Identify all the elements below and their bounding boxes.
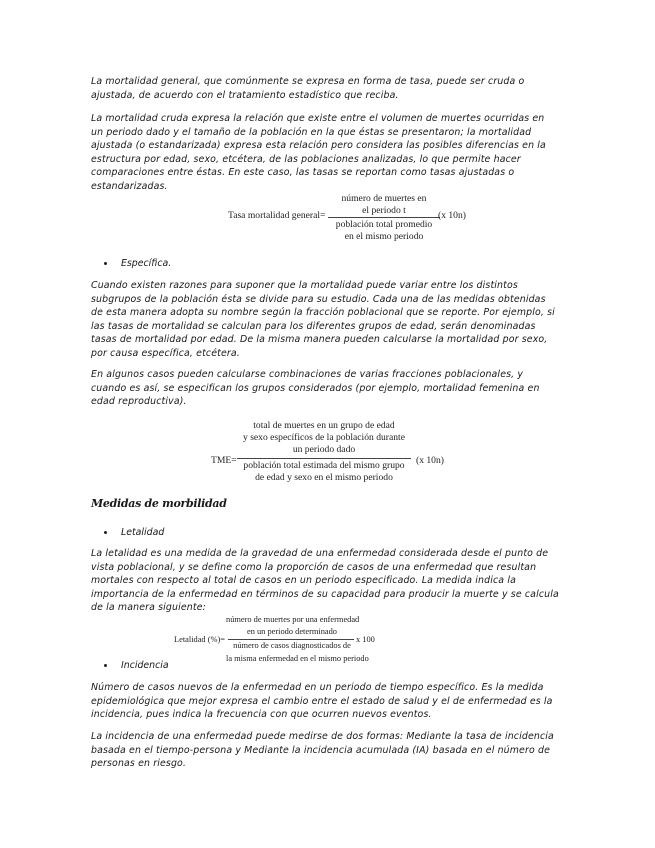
formula-denominator-line: de edad y sexo en el mismo periodo [255, 472, 393, 483]
bullet-label: Incidencia [121, 660, 169, 671]
formula-label: TME= [211, 455, 237, 466]
paragraph-incidencia-definicion: Número de casos nuevos de la enfermedad en un periodo de tiempo específico. Es la medida epidemiológica que mejor expresa el cambio entre el estado de salud y el de enfermedad es la incidencia, pues indica la frecuencia con que ocurren nuevos eventos. [91, 682, 553, 721]
section-heading-morbilidad: Medidas de morbilidad [91, 497, 227, 510]
formula-numerator-line: en un periodo determinado [246, 627, 337, 636]
formula-numerator-line: número de muertes por una enfermedad [226, 615, 360, 624]
formula-denominator-line: población total estimada del mismo grupo [243, 460, 405, 471]
paragraph-mortalidad-general: La mortalidad general, que comúnmente se expresa en forma de tasa, puede ser cruda o ajustada, de acuerdo con el tratamiento estadístico que reciba. [91, 76, 525, 101]
fraction-bar [237, 458, 411, 459]
formula-factor: (x 10n) [438, 210, 466, 221]
paragraph-especifica: Cuando existen razones para suponer que la mortalidad puede variar entre los distintos subgrupos de la población ésta se divide para su estudio. Cada una de las medidas obtenidas de esta manera adopta su nombre según la fracción poblacional que se reporte. Por ejemplo, si las tasas de mortalidad se calculan para los diferentes grupos de edad, serán denominadas tasas de mortalidad por edad. De la misma manera pueden calcularse la mortalidad por sexo, por causa específica, etcétera. [91, 280, 555, 359]
formula-denominator-line: población total promedio [335, 219, 433, 230]
paragraph-incidencia-formas: La incidencia de una enfermedad puede medirse de dos formas: Mediante la tasa de incidencia basada en el tiempo-persona y Mediante la incidencia acumulada (IA) basada en el número de personas en riesgo. [91, 731, 554, 770]
formula-factor: x 100 [356, 635, 375, 644]
paragraph-letalidad: La letalidad es una medida de la gravedad de una enfermedad considerada desde el punto de vista poblacional, y se define como la proporción de casos de una enfermedad que resultan mortales con respecto al total de casos en un periodo especificado. La medida indica la importancia de la enfermedad en términos de su capacidad para producir la muerte y se calcula de la manera siguiente: [91, 548, 559, 614]
formula-denominator-line: número de casos diagnosticados de [233, 641, 351, 650]
formula-tme [211, 420, 461, 488]
bullet-dot [104, 531, 107, 534]
fraction-bar [228, 639, 354, 640]
formula-label: Tasa mortalidad general= [228, 210, 326, 221]
formula-numerator-line: el periodo t [362, 205, 406, 216]
formula-numerator-line: número de muertes en [341, 193, 427, 204]
paragraph-mortalidad-cruda: La mortalidad cruda expresa la relación que existe entre el volumen de muertes ocurridas en un periodo dado y el tamaño de la población en la que éstas se presentaron; la mortalidad ajustada (o estandarizada) expresa esta relación pero considera las posibles diferencias en la estructura por edad, sexo, etcétera, de las poblaciones analizadas, lo que permite hacer comparaciones entre éstas. En este caso, las tasas se reportan como tasas ajustadas o estandarizadas. [91, 113, 546, 192]
formula-numerator-line: y sexo específicos de la población durante [243, 432, 405, 443]
formula-letalidad [174, 614, 384, 670]
formula-numerator-line: total de muertes en un grupo de edad [253, 420, 395, 431]
paragraph-combinaciones: En algunos casos pueden calcularse combinaciones de varias fracciones poblacionales, y cuando es así, se especifican los grupos considerados (por ejemplo, mortalidad femenina en edad reproductiva). [91, 369, 540, 408]
bullet-label: Específica. [121, 258, 172, 269]
formula-denominator-line: en el mismo periodo [344, 231, 424, 242]
formula-factor: (x 10n) [416, 455, 444, 466]
bullet-dot [104, 664, 107, 667]
fraction-bar [328, 217, 440, 218]
formula-label: Letalidad (%)= [174, 635, 225, 644]
formula-numerator-line: un periodo dado [292, 444, 356, 455]
formula-denominator-line: la misma enfermedad en el mismo periodo [226, 654, 369, 663]
formula-tasa-mortalidad-general [228, 190, 468, 248]
bullet-label: Letalidad [121, 527, 165, 538]
bullet-dot [104, 262, 107, 265]
